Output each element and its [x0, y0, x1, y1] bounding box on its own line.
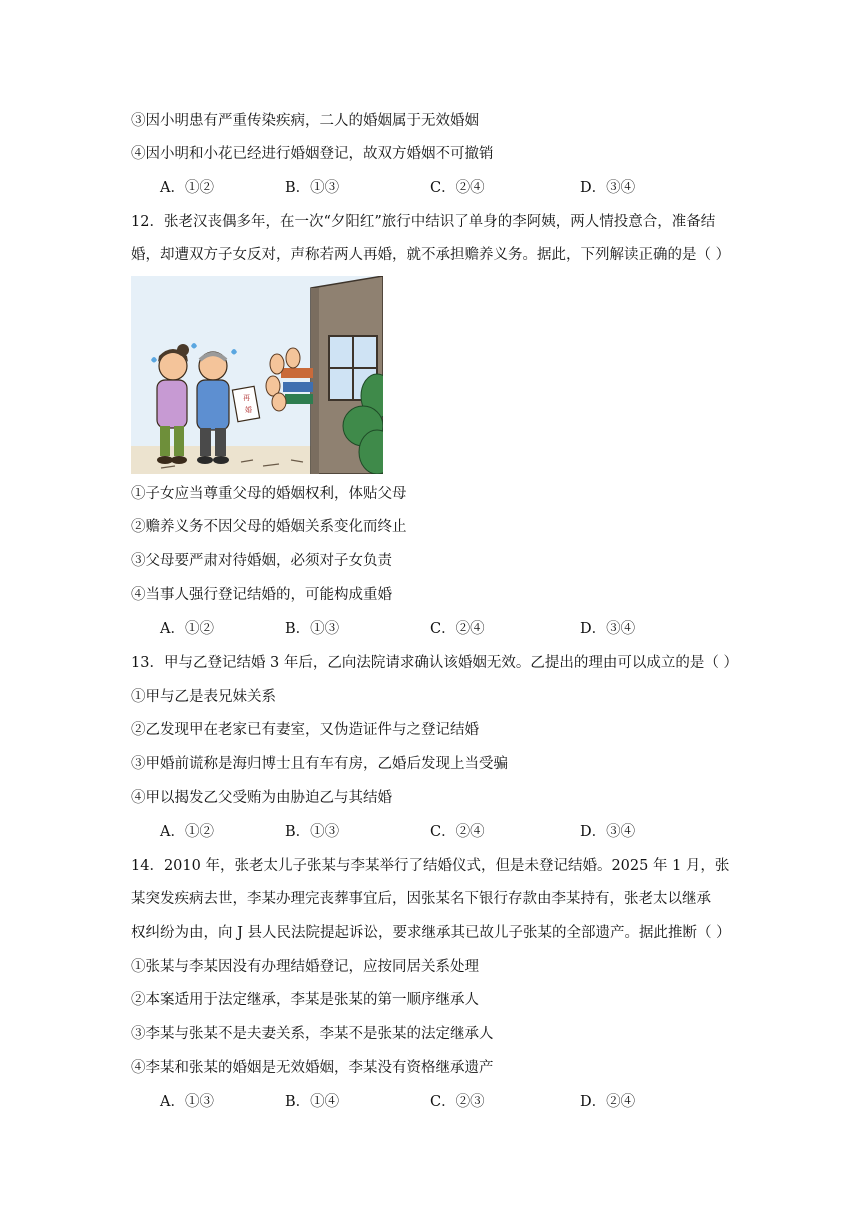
q13-statement-4: ④甲以揭发乙父受贿为由胁迫乙与其结婚 — [131, 790, 392, 806]
q11-statement-4: ④因小明和小花已经进行婚姻登记，故双方婚姻不可撤销 — [131, 146, 494, 162]
q13-statement-1: ①甲与乙是表兄妹关系 — [131, 689, 276, 705]
q14-option-a[interactable]: A．①③ — [160, 1094, 214, 1110]
q11-option-d[interactable]: D．③④ — [580, 180, 636, 196]
q14-statement-3: ③李某与张某不是夫妻关系，李某不是张某的法定继承人 — [131, 1026, 494, 1042]
q14-stem-line-1: 14．2010 年，张老太儿子张某与李某举行了结婚仪式，但是未登记结婚。2025 年 1 月，张 — [131, 858, 730, 874]
q12-option-c[interactable]: C．②④ — [430, 621, 485, 637]
q14-options — [160, 1092, 720, 1112]
q12-option-b[interactable]: B．①③ — [285, 621, 340, 637]
q12-statement-3: ③父母要严肃对待婚姻，必须对子女负责 — [131, 553, 392, 569]
q12-options — [160, 619, 720, 639]
q13-stem: 13．甲与乙登记结婚 3 年后，乙向法院请求确认该婚姻无效。乙提出的理由可以成立的是（ ） — [131, 655, 738, 671]
q12-statement-2: ②赡养义务不因父母的婚姻关系变化而终止 — [131, 519, 407, 535]
q12-cartoon-illustration — [131, 276, 383, 474]
q12-statement-4: ④当事人强行登记结婚的，可能构成重婚 — [131, 587, 392, 603]
q12-option-a[interactable]: A．①② — [160, 621, 214, 637]
q14-option-b[interactable]: B．①④ — [285, 1094, 340, 1110]
q12-statement-1: ①子女应当尊重父母的婚姻权利，体贴父母 — [131, 486, 407, 502]
q14-statement-4: ④李某和张某的婚姻是无效婚姻，李某没有资格继承遗产 — [131, 1060, 494, 1076]
q12-stem-line-2: 婚，却遭双方子女反对，声称若两人再婚，就不承担赡养义务。据此，下列解读正确的是（ ） — [131, 247, 731, 263]
q13-option-d[interactable]: D．③④ — [580, 824, 636, 840]
q12-option-d[interactable]: D．③④ — [580, 621, 636, 637]
q13-option-b[interactable]: B．①③ — [285, 824, 340, 840]
paper-label-2: 婚 — [245, 406, 252, 414]
q12-stem-line-1: 12．张老汉丧偶多年，在一次“夕阳红”旅行中结识了单身的李阿姨，两人情投意合，准备结 — [131, 214, 716, 230]
q14-statement-2: ②本案适用于法定继承，李某是张某的第一顺序继承人 — [131, 992, 479, 1008]
q11-options — [160, 178, 720, 198]
q14-option-d[interactable]: D．②④ — [580, 1094, 636, 1110]
paper-label-1: 再 — [243, 394, 250, 402]
q13-option-a[interactable]: A．①② — [160, 824, 214, 840]
q13-options — [160, 822, 720, 842]
q11-statement-3: ③因小明患有严重传染疾病，二人的婚姻属于无效婚姻 — [131, 113, 479, 129]
q11-option-a[interactable]: A．①② — [160, 180, 214, 196]
q14-option-c[interactable]: C．②③ — [430, 1094, 485, 1110]
q13-option-c[interactable]: C．②④ — [430, 824, 485, 840]
q14-stem-line-3: 权纠纷为由，向 J 县人民法院提起诉讼，要求继承其已故儿子张某的全部遗产。据此推断（ ） — [131, 925, 731, 941]
q11-option-b[interactable]: B．①③ — [285, 180, 340, 196]
q13-statement-3: ③甲婚前谎称是海归博士且有车有房，乙婚后发现上当受骗 — [131, 756, 508, 772]
q14-statement-1: ①张某与李某因没有办理结婚登记，应按同居关系处理 — [131, 959, 479, 975]
q13-statement-2: ②乙发现甲在老家已有妻室，又伪造证件与之登记结婚 — [131, 722, 479, 738]
q11-option-c[interactable]: C．②④ — [430, 180, 485, 196]
q14-stem-line-2: 某突发疾病去世，李某办理完丧葬事宜后，因张某名下银行存款由李某持有，张老太以继承 — [131, 891, 711, 907]
